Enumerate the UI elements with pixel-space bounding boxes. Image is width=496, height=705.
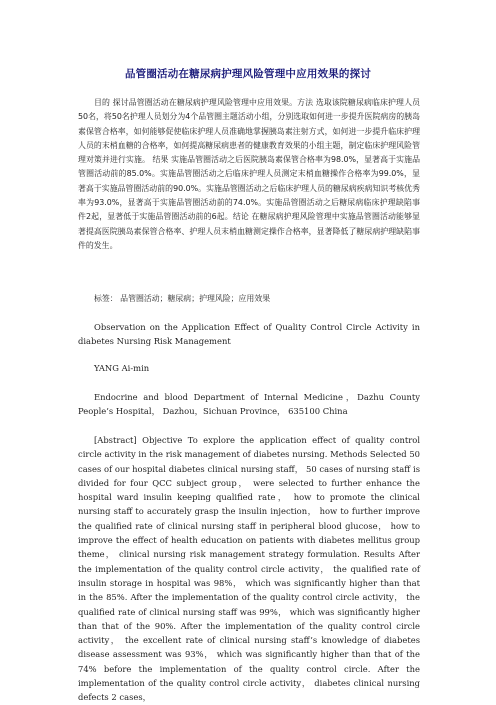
english-abstract-text: [Abstract] Objective To explore the application effect of quality control circle activity in the risk management of diabetes nursing. Methods Selected 50 cases of our hospital diabetes clinical nursing staff， 50 cases of nursing staff is divided for four QCC subject group， were selected to further enhance the hospital ward insulin keeping qualified rate， how to promote the clinical nursing staff to accurately grasp the insulin injection， how to further improve the qualified rate of clinical nursing staff in peripheral blood glucose， how to improve the effect of health education on patients with diabetes mellitus group theme， clinical nursing risk management strategy formulation. Results After the implementation of the quality control circle activity， the qualified rate of insulin storage in hospital was 98%， which was significantly higher than that in the 85%. After the implementation of the quality control circle activity， the qualified rate of clinical nursing staff was 99%， which was significantly higher than that of the 90%. After the implementation of the quality control circle activity， the excellent rate of clinical nursing staff’s knowledge of diabetes disease assessment was 93%， which was significantly higher than that of the 74% before the implementation of the quality control circle. After the implementation of the quality control circle activity， diabetes clinical nursing defects 2 cases，	[78, 435, 420, 703]
affiliation-text: Endocrine and blood Department of Internal Medicine，Dazhu County People’s Hospital， Dazhou，Sichuan Province， 635100 China	[78, 392, 420, 417]
keywords	[78, 292, 420, 306]
keywords-text: 标签： 品管圈活动；糖尿病；护理风险；应用效果	[94, 294, 271, 303]
english-title-text: Observation on the Application Effect of Quality Control Circle Activity in diabetes Nursing Risk Management	[78, 322, 420, 347]
affiliation	[78, 390, 420, 419]
chinese-abstract	[78, 96, 420, 253]
english-abstract	[78, 433, 420, 705]
chinese-abstract-text: 目的 探讨品管圈活动在糖尿病护理风险管理中应用效果。方法 选取该院糖尿病临床护理人员50名，将50名护理人员划分为4个品管圈主题活动小组，分别选取如何进一步提升医院病房的胰岛素保管合格率，如何能够促使临床护理人员准确地掌握胰岛素注射方式，如何进一步提升临床护理人员的末梢血糖的合格率，如何提高糖尿病患者的健康教育效果的小组主题，制定临床护理风险管理对策并进行实施。 结果 实施品管圈活动之后医院胰岛素保管合格率为98.0%，显著高于实施品管圈活动前的85.0%。实施品管圈活动之后临床护理人员测定末梢血糖操作合格率为99.0%，显著高于实施品管圈活动前的90.0%。实施品管圈活动之后临床护理人员的糖尿病疾病知识考核优秀率为93.0%，显著高于实施品管圈活动前的74.0%。实施品管圈活动之后糖尿病临床护理缺陷事件2起，显著低于实施品管圈活动前的6起。结论 在糖尿病护理风险管理中实施品管圈活动能够显著提高医院胰岛素保管合格率、护理人员末梢血糖测定操作合格率，显著降低了糖尿病护理缺陷事件的发生。	[78, 98, 420, 250]
author	[78, 361, 420, 375]
english-title	[78, 320, 420, 349]
page-title: 品管圈活动在糖尿病护理风险管理中应用效果的探讨	[124, 68, 372, 80]
author-name: YANG Ai-min	[94, 363, 150, 373]
